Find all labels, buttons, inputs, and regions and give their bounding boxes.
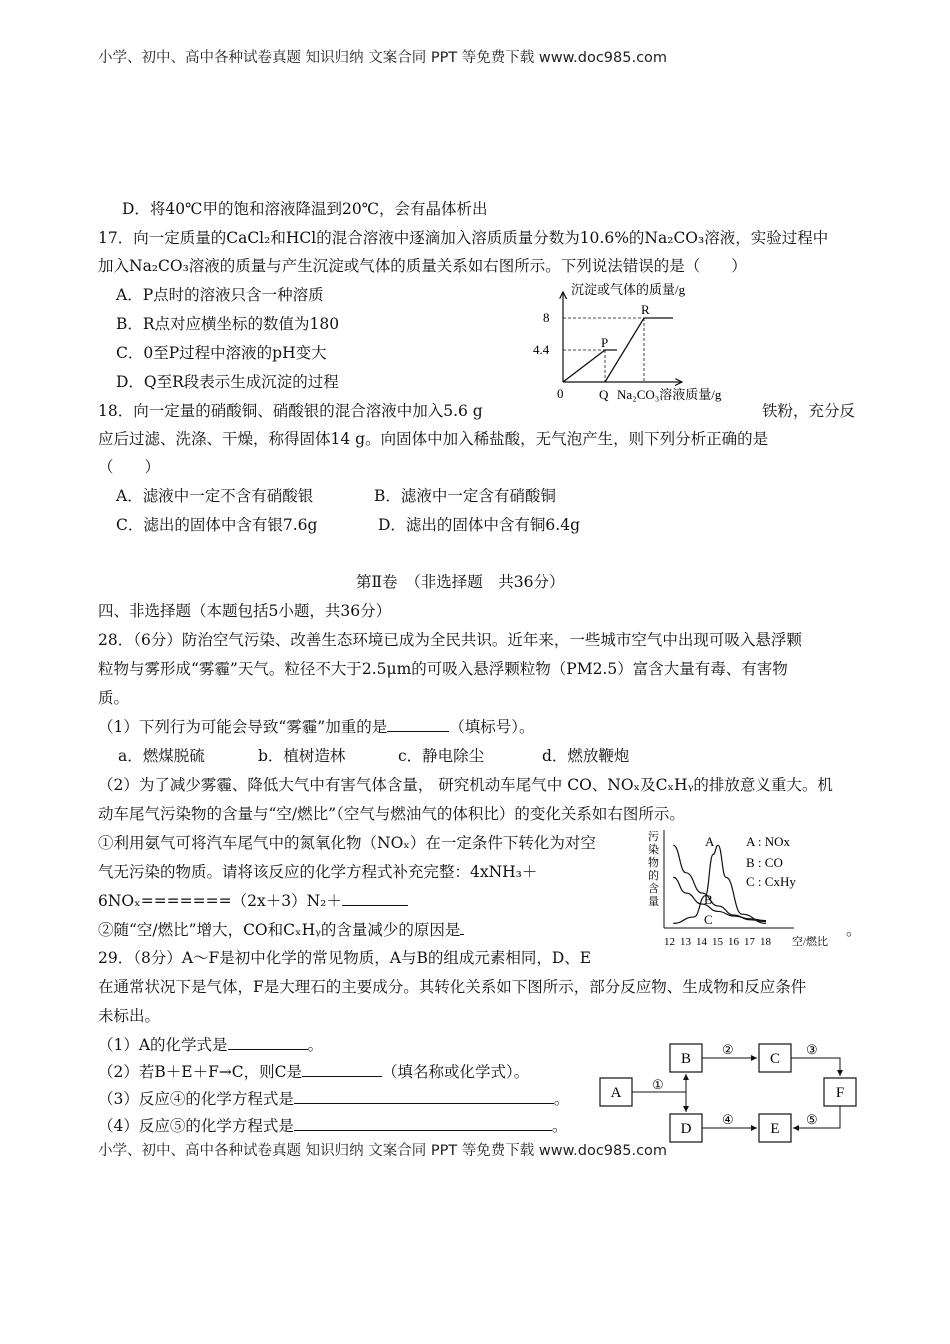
reaction-4-label: ④ <box>722 1112 734 1127</box>
chart1-origin: 0 <box>557 386 564 401</box>
flowchart-a-to-f <box>594 1040 864 1145</box>
q17-option-b: B．R点对应横坐标的数值为180 <box>116 315 340 333</box>
q29-part3 <box>98 1087 569 1109</box>
chart2-x-tick: 18 <box>760 936 771 948</box>
q29-part2-end: （填名称或化学式）。 <box>382 1063 530 1081</box>
q28-intro-line3: 质。 <box>98 689 130 707</box>
node-a: A <box>610 1085 622 1101</box>
chart2-ylabel-6: 量 <box>648 896 659 908</box>
q17-option-d: D．Q至R段表示生成沉淀的过程 <box>116 373 339 391</box>
chart2-ylabel-3: 物 <box>648 857 659 869</box>
q29-part4-blank[interactable] <box>294 1116 552 1131</box>
chart2-xlabel: 空/燃比 <box>792 936 829 948</box>
q29-part2-blank[interactable] <box>302 1062 382 1077</box>
chart2-x-tick: 14 <box>696 936 707 948</box>
chart2-x-tick: 12 <box>664 936 675 948</box>
q29-part3-blank[interactable] <box>294 1089 554 1104</box>
q28-part1-text: （1）下列行为可能会导致“雾霾”加重的是 <box>98 718 388 736</box>
reaction-5-label: ⑤ <box>806 1112 818 1127</box>
chart2-ylabel-1: 污 <box>648 831 659 843</box>
chart1-y-tick-4-4: 4.4 <box>533 342 550 357</box>
reaction-2-label: ② <box>722 1042 734 1057</box>
q18-stem-line1a: 18．向一定量的硝酸铜、硝酸银的混合溶液中加入5.6 g <box>98 402 483 420</box>
q17-option-c: C．0至P过程中溶液的pH变大 <box>116 344 327 362</box>
node-e: E <box>770 1121 780 1137</box>
q18-option-b: B．滤液中一定含有硝酸铜 <box>374 487 556 505</box>
q18-option-c: C．滤出的固体中含有银7.6g <box>116 516 318 534</box>
chart2-x-tick: 16 <box>728 936 739 948</box>
reaction-1-label: ① <box>652 1077 664 1092</box>
chart1-xlabel: Na₂CO₃溶液质量/g <box>617 387 722 402</box>
chart1-gas-line <box>563 350 617 382</box>
q29-part4 <box>98 1114 567 1136</box>
q18-option-a: A．滤液中一定不含有硝酸银 <box>116 487 314 505</box>
q28-part2-line1: （2）为了减少雾霾、降低大气中有害气体含量， 研究机动车尾气中 CO、NOₓ及CₓHᵧ的排放意义重大。机 <box>98 776 833 794</box>
node-f: F <box>835 1085 845 1101</box>
q29-part3-text: （3）反应④的化学方程式是 <box>98 1090 294 1108</box>
q28-part2a-line2: 气无污染的物质。请将该反应的化学方程式补充完整：4xNH₃＋ <box>98 863 538 881</box>
chart2-x-tick: 15 <box>712 936 723 948</box>
chart2-label-a: A <box>705 834 715 849</box>
chart1-y-tick-8: 8 <box>543 310 550 325</box>
q29-part4-text: （4）反应⑤的化学方程式是 <box>98 1117 294 1135</box>
page-header: 小学、初中、高中各种试卷真题 知识归纳 文案合同 PPT 等免费下载 www.doc985.com <box>98 50 668 66</box>
chart1-ylabel: 沉淀或气体的质量/g <box>571 282 686 297</box>
chart2-legend-a: A : NOx <box>746 834 791 849</box>
section2-subtitle: 四、非选择题（本题包括5小题，共36分） <box>98 602 392 620</box>
q28-equation-blank[interactable] <box>342 891 408 906</box>
q18-stem-line2: 应后过滤、洗涤、干燥，称得固体14 g。向固体中加入稀盐酸，无气泡产生，则下列分析正确的是 <box>98 430 769 448</box>
section2-title: 第Ⅱ卷 （非选择题 共36分） <box>356 573 565 591</box>
q29-part1-period: 。 <box>307 1036 324 1054</box>
reaction-3-label: ③ <box>806 1042 818 1057</box>
q16-option-d: D．将40℃甲的饱和溶液降温到20℃，会有晶体析出 <box>122 200 488 218</box>
q18-stem-line1b: 铁粉，充分反 <box>762 402 856 420</box>
q29-intro-line1: 29．（8分）A～F是初中化学的常见物质，A与B的组成元素相同，D、E <box>98 949 592 967</box>
chart-pollutant-content <box>640 826 860 952</box>
chart1-p-label: P <box>601 335 609 350</box>
chart2-x-tick: 17 <box>744 936 755 948</box>
q29-intro-line3: 未标出。 <box>98 1007 161 1025</box>
node-d: D <box>680 1121 692 1137</box>
q28-intro-line2: 粒物与雾形成“雾霾”天气。粒径不大于2.5μm的可吸入悬浮颗粒物（PM2.5）富含大量有毒、有害物 <box>98 660 788 678</box>
q28-part1-end: （填标号）。 <box>449 718 535 736</box>
q17-stem-line1: 17．向一定质量的CaCl₂和HCl的混合溶液中逐滴加入溶质质量分数为10.6%的Na₂CO₃溶液，实验过程中 <box>98 229 829 247</box>
q28-part2b-text: ②随“空/燃比”增大，CO和CₓHᵧ的含量减少的原因是 <box>98 921 461 939</box>
q18-option-d: D．滤出的固体中含有铜6.4g <box>378 516 581 534</box>
q29-part2 <box>98 1060 529 1082</box>
q28-part2-line2: 动车尾气污染物的含量与“空/燃比”（空气与燃油气的体积比）的变化关系如右图所示。 <box>98 805 685 823</box>
q28-equation-text: 6NOₓ=======（2x＋3）N₂＋ <box>98 892 342 910</box>
chart2-label-c: C <box>704 912 713 927</box>
q28-part2b <box>98 918 464 940</box>
q17-stem-line2: 加入Na₂CO₃溶液的质量与产生沉淀或气体的质量关系如右图所示。下列说法错误的是（ ） <box>98 257 747 275</box>
page-footer: 小学、初中、高中各种试卷真题 知识归纳 文案合同 PPT 等免费下载 www.doc985.com <box>98 1143 668 1159</box>
q28-part1-blank[interactable] <box>387 717 449 732</box>
q29-part1-text: （1）A的化学式是 <box>98 1036 228 1054</box>
q29-part1 <box>98 1033 323 1055</box>
q28-option-b: b．植树造林 <box>258 747 346 765</box>
chart1-r-label: R <box>641 302 650 317</box>
q29-part3-period: 。 <box>553 1090 570 1108</box>
q28-option-a: a．燃煤脱硫 <box>118 747 205 765</box>
chart1-q-label: Q <box>599 387 609 402</box>
q28-part1 <box>98 715 534 737</box>
q17-option-a: A．P点时的溶液只含一种溶质 <box>116 286 324 304</box>
chart2-ylabel-2: 染 <box>648 844 659 856</box>
q28-part2b-end: 。 <box>846 921 862 939</box>
q18-stem-line3: （ ） <box>98 458 161 476</box>
q29-part4-period: 。 <box>551 1117 568 1135</box>
chart2-x-tick: 13 <box>680 936 691 948</box>
q28-part2b-blank[interactable] <box>460 920 464 935</box>
q28-part2a-line3 <box>98 889 408 911</box>
q28-intro-line1: 28．（6分）防治空气污染、改善生态环境已成为全民共识。近年来，一些城市空气中出现可吸入悬浮颗 <box>98 631 802 649</box>
chart2-ylabel-4: 的 <box>648 870 659 882</box>
q28-option-c: c．静电除尘 <box>398 747 485 765</box>
chart-precipitate-gas <box>525 278 765 408</box>
q28-part2a-line1: ①利用氨气可将汽车尾气中的氮氧化物（NOₓ）在一定条件下转化为对空 <box>98 834 596 852</box>
arrow-reaction-3 <box>791 1058 840 1076</box>
q29-intro-line2: 在通常状况下是气体，F是大理石的主要成分。其转化关系如下图所示，部分反应物、生成物和反应条件 <box>98 978 807 996</box>
chart2-legend-b: B : CO <box>746 855 783 870</box>
q28-option-d: d．燃放鞭炮 <box>542 747 630 765</box>
chart2-ylabel-5: 含 <box>648 883 659 895</box>
node-c: C <box>769 1051 781 1067</box>
q29-part2-text: （2）若B＋E＋F→C，则C是 <box>98 1063 303 1081</box>
node-b: B <box>680 1051 692 1067</box>
chart2-label-b: B <box>704 892 713 907</box>
q29-part1-blank[interactable] <box>228 1035 308 1050</box>
chart2-legend-c: C : CxHy <box>746 874 796 889</box>
